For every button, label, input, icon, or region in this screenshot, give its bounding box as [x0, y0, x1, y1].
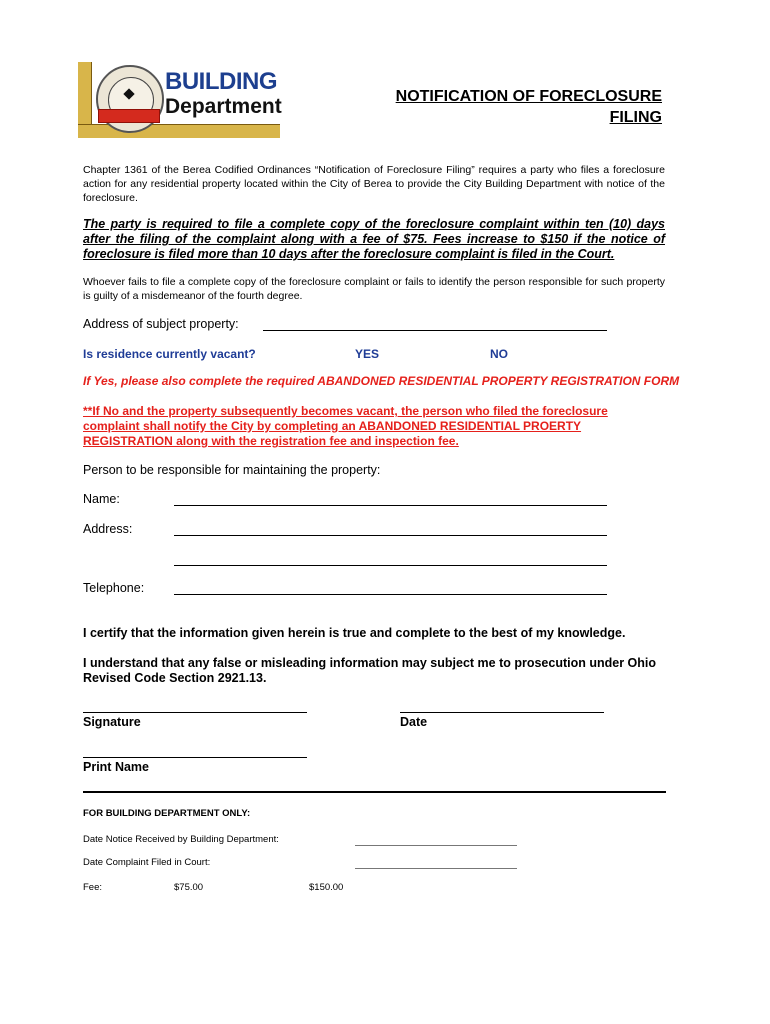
name-label: Name: — [83, 492, 120, 506]
subject-property-field[interactable] — [263, 330, 607, 331]
name-field[interactable] — [174, 505, 607, 506]
vacant-yes-option[interactable]: YES — [355, 347, 380, 361]
responsible-person-label: Person to be responsible for maintaining the property: — [83, 463, 381, 477]
certify-statement: I certify that the information given herein is true and complete to the best of my knowledge. — [83, 626, 626, 640]
seal-banner — [98, 109, 160, 123]
requirement-paragraph: The party is required to file a complete copy of the foreclosure complaint within ten (10) days after the filing of the complaint along with a fee of $75. Fees increase to $150 if the notice of foreclosure is filed more than 10 days after the foreclosure complaint is filed in the Court. — [83, 217, 665, 261]
signature-field[interactable] — [83, 712, 307, 713]
logo-department-text: Department — [165, 95, 282, 118]
address-field-line2[interactable] — [174, 565, 607, 566]
print-name-label: Print Name — [83, 760, 149, 774]
address-field-line1[interactable] — [174, 535, 607, 536]
intro-paragraph: Chapter 1361 of the Berea Codified Ordinances “Notification of Foreclosure Filing” requires a party who files a foreclosure action for any residential property located within the City of Berea to provide the City Building Department with notice of the foreclosure. — [83, 164, 665, 204]
print-name-field[interactable] — [83, 757, 307, 758]
understand-statement: I understand that any false or misleading information may subject me to prosecution under Ohio Revised Code Section 2921.13. — [83, 656, 657, 685]
if-yes-note: If Yes, please also complete the required ABANDONED RESIDENTIAL PROPERTY REGISTRATION FORM — [83, 374, 680, 388]
date-complaint-label: Date Complaint Filed in Court: — [83, 857, 211, 868]
office-use-heading: FOR BUILDING DEPARTMENT ONLY: — [83, 808, 251, 819]
date-label: Date — [400, 715, 428, 729]
date-complaint-field[interactable] — [355, 868, 517, 869]
form-title-line2: FILING — [609, 109, 662, 126]
building-department-logo — [78, 62, 280, 140]
telephone-label: Telephone: — [83, 581, 145, 595]
vacant-no-option[interactable]: NO — [490, 347, 508, 361]
date-notice-label: Date Notice Received by Building Department: — [83, 834, 279, 845]
if-no-note: **If No and the property subsequently becomes vacant, the person who filed the foreclosure complaint shall notify the City by completing an ABANDONED RESIDENTIAL PROERTY REGISTRATION along with the registration fee and inspection fee. — [83, 404, 608, 448]
fee-label: Fee: — [83, 882, 103, 893]
telephone-field[interactable] — [174, 594, 607, 595]
fee-75-option[interactable]: $75.00 — [174, 882, 204, 893]
section-divider — [83, 791, 666, 793]
subject-property-label: Address of subject property: — [83, 317, 239, 331]
ruler-graphic — [78, 124, 280, 138]
date-field[interactable] — [400, 712, 604, 713]
signature-label: Signature — [83, 715, 141, 729]
date-notice-field[interactable] — [355, 845, 517, 846]
fee-150-option[interactable]: $150.00 — [309, 882, 344, 893]
penalty-paragraph: Whoever fails to file a complete copy of the foreclosure complaint or fails to identify the person responsible for such property is guilty of a misdemeanor of the fourth degree. — [83, 276, 665, 302]
logo-building-text: BUILDING — [165, 68, 277, 95]
address-label: Address: — [83, 522, 133, 536]
vacant-question: Is residence currently vacant? — [83, 347, 256, 361]
form-title-line1: NOTIFICATION OF FORECLOSURE — [395, 88, 662, 105]
